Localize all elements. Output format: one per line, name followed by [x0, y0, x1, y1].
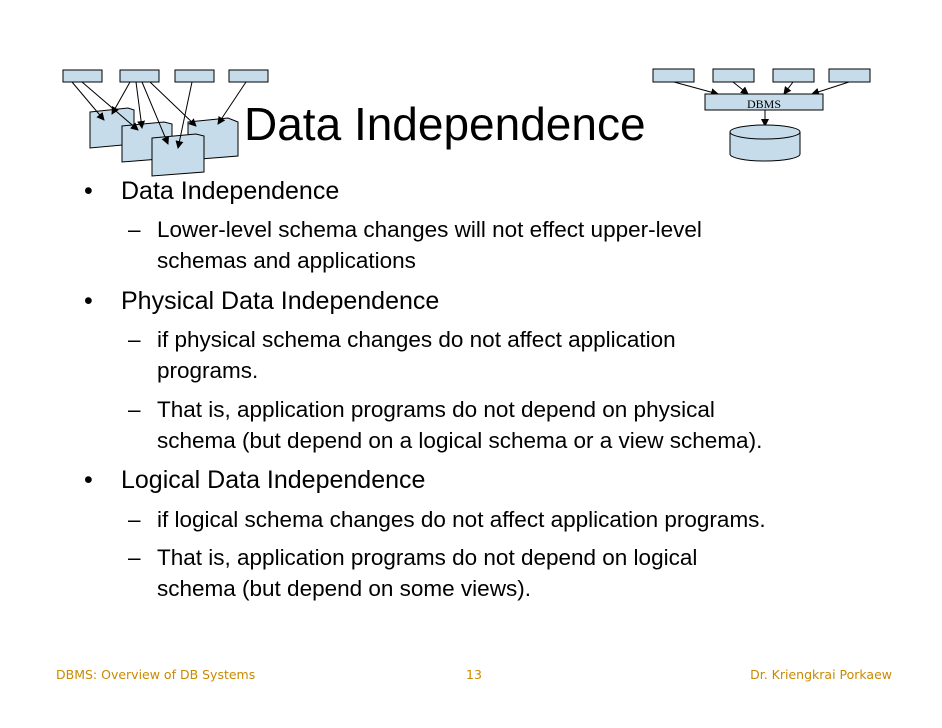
application-boxes-right — [653, 69, 870, 82]
sub-item-line: if logical schema changes do not affect application programs. — [157, 507, 766, 532]
footer-author: Dr. Kriengkrai Porkaew — [750, 667, 892, 682]
sub-item-line: That is, application programs do not depend on physical — [157, 397, 715, 422]
app-box-right-4 — [829, 69, 870, 82]
app-box-right-3 — [773, 69, 814, 82]
sub-item-line: if physical schema changes do not affect application — [157, 327, 676, 352]
slide-title: Data Independence — [244, 98, 646, 150]
sub-item-line: schema (but depend on a logical schema or a view schema). — [157, 428, 763, 453]
dash-marker: – — [128, 327, 141, 352]
app-box-left-1 — [63, 70, 102, 82]
bullet-marker: • — [84, 287, 93, 315]
footer-course-title: DBMS: Overview of DB Systems — [56, 667, 256, 682]
sub-item-line: schemas and applications — [157, 248, 416, 273]
view-schema-documents — [90, 108, 238, 176]
dash-marker: – — [128, 507, 141, 532]
bullet-marker: • — [84, 177, 93, 205]
app-box-right-1 — [653, 69, 694, 82]
application-boxes-left — [63, 70, 268, 82]
dash-marker: – — [128, 217, 141, 242]
sub-item-line: Lower-level schema changes will not effect upper-level — [157, 217, 702, 242]
app-box-left-3 — [175, 70, 214, 82]
sub-item-line: schema (but depend on some views). — [157, 576, 531, 601]
sub-item-line: programs. — [157, 358, 259, 383]
app-box-left-2 — [120, 70, 159, 82]
app-box-right-2 — [713, 69, 754, 82]
view-doc-3 — [152, 134, 204, 176]
sub-item-line: That is, application programs do not depend on logical — [157, 545, 698, 570]
bullet-text: Logical Data Independence — [121, 466, 426, 494]
bullet-text: Physical Data Independence — [121, 287, 440, 315]
page-number: 13 — [466, 667, 482, 682]
database-icon — [730, 125, 800, 161]
dash-marker: – — [128, 545, 141, 570]
dash-marker: – — [128, 397, 141, 422]
dbms-label: DBMS — [746, 97, 781, 111]
bullet-marker: • — [84, 466, 93, 494]
bullet-text: Data Independence — [121, 177, 340, 205]
app-box-left-4 — [229, 70, 268, 82]
